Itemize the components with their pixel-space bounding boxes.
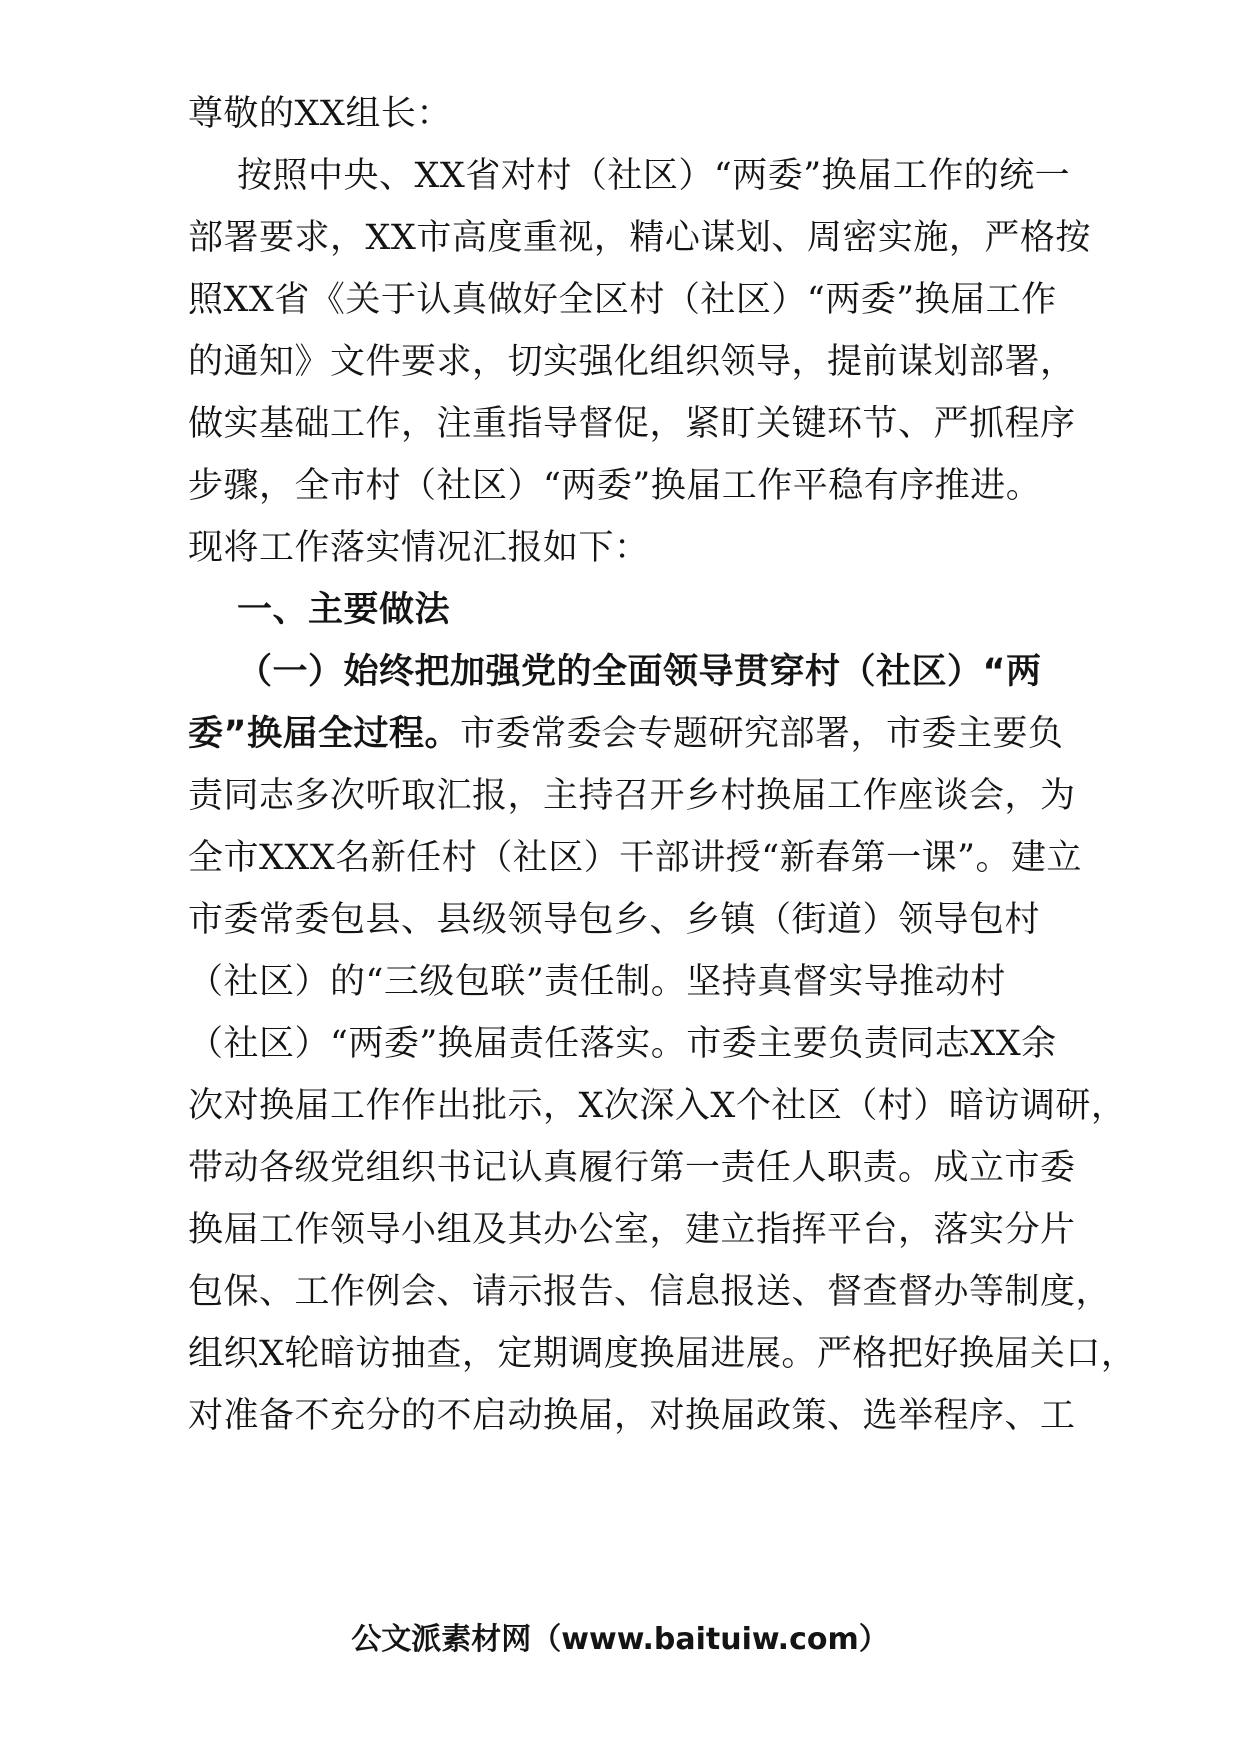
subheading-line-2-rest: 市委常委会专题研究部署，市委主要负 [460,714,1064,754]
intro-line-5: 做实基础工作，注重指导督促，紧盯关键环节、严抓程序 [188,404,1076,444]
intro-line-3: 照XX省《关于认真做好全区村（社区）“两委”换届工作 [188,280,1057,320]
section-heading: 一、主要做法 [237,590,451,630]
body-line-2: 全市XXX名新任村（社区）干部讲授“新春第一课”。建立 [188,838,1083,878]
intro-line-1: 按照中央、XX省对村（社区）“两委”换届工作的统一 [237,156,1071,196]
body-line-5: （社区）“两委”换届责任落实。市委主要负责同志XX余 [188,1024,1057,1064]
intro-line-2: 部署要求，XX市高度重视，精心谋划、周密实施，严格按 [188,218,1091,258]
body-line-8: 换届工作领导小组及其办公室，建立指挥平台，落实分片 [188,1210,1076,1250]
intro-line-6: 步骤，全市村（社区）“两委”换届工作平稳有序推进。 [188,466,1042,506]
salutation: 尊敬的XX组长： [188,94,452,134]
body-line-11: 对准备不充分的不启动换届，对换届政策、选举程序、工 [188,1396,1076,1436]
body-line-6: 次对换届工作作出批示，X次深入X个社区（村）暗访调研， [188,1086,1127,1126]
subheading-line-2 [188,708,1088,760]
footer-watermark: 公文派素材网（www.baituiw.com） [351,1622,889,1657]
intro-line-7: 现将工作落实情况汇报如下： [188,528,650,568]
body-line-10: 组织X轮暗访抽查，定期调度换届进展。严格把好换届关口， [188,1334,1137,1374]
intro-line-4: 的通知》文件要求，切实强化组织领导，提前谋划部署， [188,342,1076,382]
body-line-3: 市委常委包县、县级领导包乡、乡镇（街道）领导包村 [188,900,1041,940]
body-line-4: （社区）的“三级包联”责任制。坚持真督实导推动村 [188,962,1006,1002]
body-line-9: 包保、工作例会、请示报告、信息报送、督查督办等制度， [188,1272,1112,1312]
subheading-line-1: （一）始终把加强党的全面领导贯穿村（社区）“两 [237,652,1042,692]
subheading-line-2-bold: 委”换届全过程。 [188,714,461,754]
body-line-7: 带动各级党组织书记认真履行第一责任人职责。成立市委 [188,1148,1076,1188]
body-line-1: 责同志多次听取汇报，主持召开乡村换届工作座谈会，为 [188,776,1076,816]
